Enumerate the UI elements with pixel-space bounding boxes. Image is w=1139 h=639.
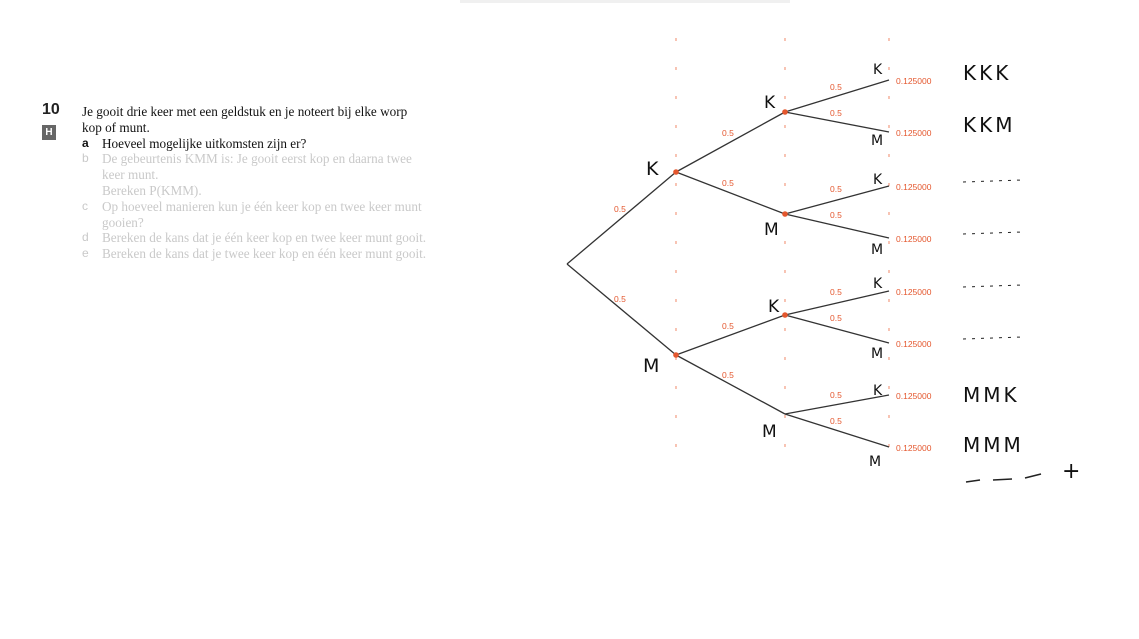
branch-probability-label: 0.5: [830, 82, 842, 92]
node-dot: [782, 312, 788, 318]
tree-branch: [567, 264, 676, 355]
sum-dash: [993, 479, 1012, 480]
question-label: d: [82, 230, 89, 245]
node-label-stage3: M: [871, 242, 884, 258]
node-label-stage2: K: [768, 297, 780, 317]
outcome-probability-label: 0.125000: [896, 76, 932, 86]
node-dot: [782, 109, 788, 115]
outcome-probability-label: 0.125000: [896, 128, 932, 138]
outcome-label: KKM: [963, 113, 1016, 137]
node-dot: [673, 352, 679, 358]
branch-probability-label: 0.5: [830, 210, 842, 220]
question-label: e: [82, 246, 89, 261]
branch-probability-label: 0.5: [830, 313, 842, 323]
branch-probability-label: 0.5: [722, 321, 734, 331]
question-label: b: [82, 151, 89, 166]
question-text: Op hoeveel manieren kun je één keer kop en twee keer munt: [102, 198, 422, 214]
question-label: c: [82, 198, 88, 213]
outcome-probability-label: 0.125000: [896, 182, 932, 192]
sum-dash: [966, 480, 980, 482]
outcome-blank-line: [963, 180, 1022, 182]
outcome-blank-line: [963, 232, 1022, 234]
sum-plus-sign: +: [1062, 459, 1081, 484]
node-label-stage3: K: [873, 62, 883, 78]
node-label-stage3: K: [873, 172, 883, 188]
outcome-probability-label: 0.125000: [896, 443, 932, 453]
node-label-stage3: M: [871, 346, 884, 362]
node-label-stage3: K: [873, 276, 883, 292]
question-text: De gebeurtenis KMM is: Je gooit eerst kop en daarna twee: [102, 151, 412, 167]
node-label-stage2: M: [764, 220, 779, 240]
node-label-stage3: M: [871, 133, 884, 149]
question-text: keer munt.: [102, 167, 159, 183]
outcome-blank-line: [963, 337, 1022, 339]
node-label-stage3: M: [869, 454, 882, 470]
branch-probability-label: 0.5: [830, 287, 842, 297]
outcome-label: KKK: [963, 61, 1012, 85]
outcome-probability-label: 0.125000: [896, 339, 932, 349]
branch-probability-label: 0.5: [614, 204, 626, 214]
question-text: Bereken de kans dat je één keer kop en twee keer munt gooit.: [102, 230, 427, 246]
question-label: a: [82, 135, 89, 150]
node-label-stage2: M: [762, 422, 777, 442]
exercise-number: 10: [42, 101, 60, 118]
outcome-blank-line: [963, 285, 1022, 287]
branch-probability-label: 0.5: [830, 390, 842, 400]
node-label-stage2: K: [764, 93, 776, 113]
sum-dash: [1025, 474, 1041, 478]
branch-probability-label: 0.5: [722, 128, 734, 138]
branch-probability-label: 0.5: [614, 294, 626, 304]
outcome-probability-label: 0.125000: [896, 234, 932, 244]
node-dot: [673, 169, 679, 175]
exercise-intro-line: Je gooit drie keer met een geldstuk en je noteert bij elke worp: [82, 104, 408, 119]
tree-branch: [567, 172, 676, 264]
node-label-stage1: M: [643, 355, 660, 377]
outcome-probability-label: 0.125000: [896, 287, 932, 297]
branch-probability-label: 0.5: [830, 108, 842, 118]
question-text: Bereken P(KMM).: [102, 182, 202, 198]
branch-probability-label: 0.5: [830, 416, 842, 426]
branch-probability-label: 0.5: [722, 178, 734, 188]
question-text: gooien?: [102, 214, 144, 230]
tree-branch: [676, 355, 785, 414]
outcome-label: MMK: [963, 383, 1020, 407]
node-dot: [782, 211, 788, 217]
node-label-stage1: K: [646, 158, 659, 180]
exercise-intro-line: kop of munt.: [82, 119, 150, 135]
exercise-badge: H: [42, 125, 56, 140]
question-text: Bereken de kans dat je twee keer kop en één keer munt gooit.: [102, 246, 427, 262]
branch-probability-label: 0.5: [830, 184, 842, 194]
tree-branch: [676, 112, 785, 172]
node-label-stage3: K: [873, 383, 883, 399]
question-text: Hoeveel mogelijke uitkomsten zijn er?: [102, 135, 307, 151]
branch-probability-label: 0.5: [722, 370, 734, 380]
outcome-probability-label: 0.125000: [896, 391, 932, 401]
outcome-label: MMM: [963, 433, 1024, 457]
